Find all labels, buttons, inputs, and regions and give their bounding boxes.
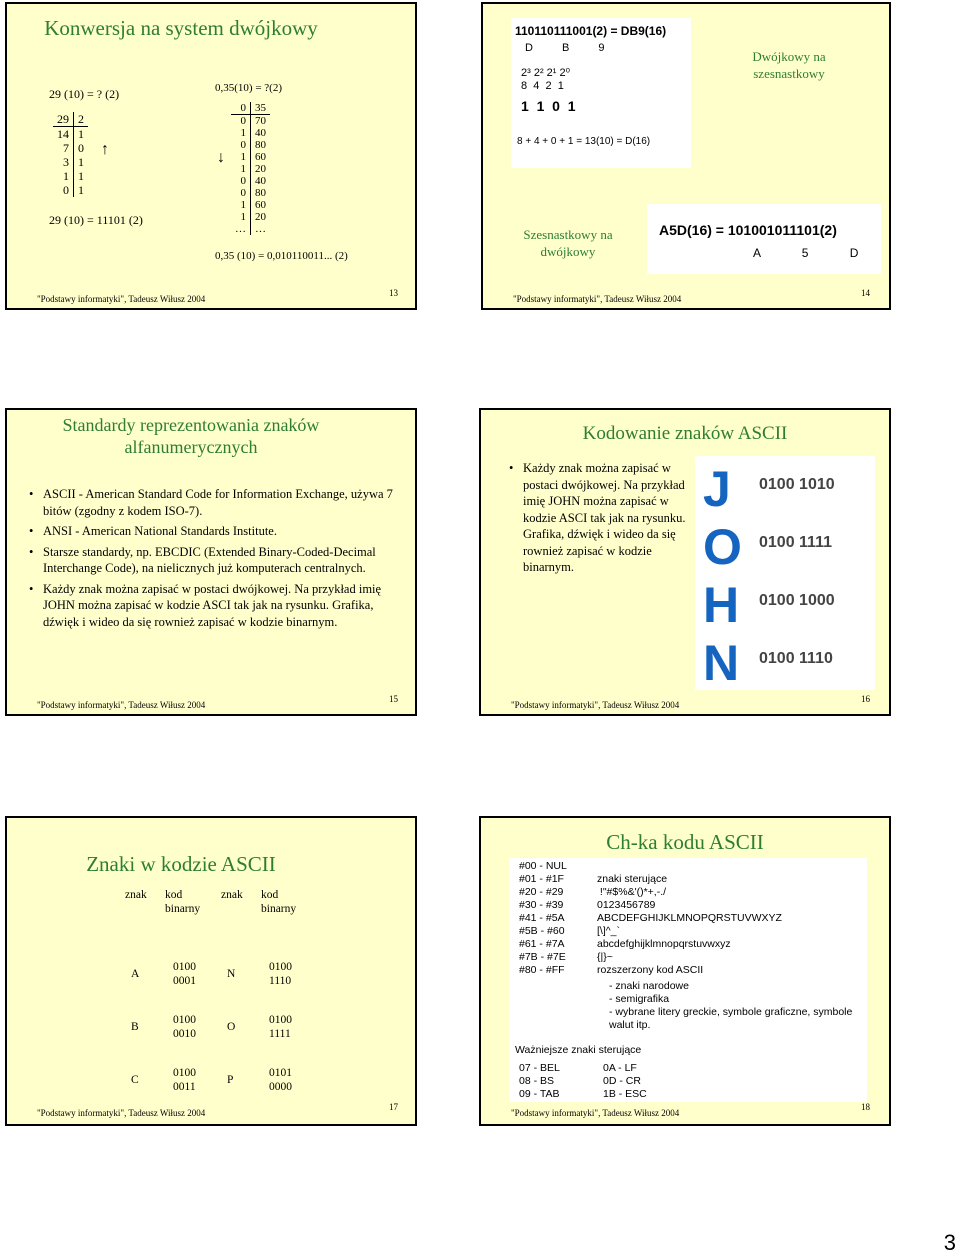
multiplication-row (231, 223, 270, 235)
fraction-part-cell: 80 (255, 139, 266, 151)
bin-hex-groups (525, 42, 605, 54)
quotient-cell: 0 (53, 183, 74, 197)
int-result: 29 (10) = 11101 (2) (49, 213, 143, 227)
john-ascii-image (695, 456, 875, 690)
extended-item: - semigrafika (609, 993, 670, 1005)
slide-title: Konwersja na system dwójkowy (44, 16, 318, 40)
letter-code: 0100 1010 (759, 476, 835, 493)
slide-number: 16 (861, 694, 870, 704)
multiplication-row (231, 151, 270, 163)
column-header: kod binarny (165, 889, 201, 915)
char-cell: O (227, 1021, 236, 1033)
range-desc: !"#$%&'()*+,-./ (597, 886, 667, 898)
letter-glyph: H (703, 577, 740, 633)
fraction-part-cell: 60 (255, 199, 266, 211)
quotient-cell: 1 (53, 169, 74, 183)
hex-digit: A (753, 246, 761, 260)
binary-code-cell: 0100 0001 (173, 961, 196, 987)
range-desc: ABCDEFGHIJKLMNOPQRSTUVWXYZ (597, 912, 782, 924)
frac-result: 0,35 (10) = 0,010110011... (2) (215, 250, 348, 262)
sum-row: 8 + 4 + 0 + 1 = 13(10) = D(16) (517, 136, 651, 147)
control-code: 08 - BS (519, 1075, 555, 1087)
multiplication-row (231, 199, 270, 211)
integer-part-cell: 1 (231, 163, 251, 175)
division-row (53, 155, 88, 169)
range-code: #80 - #FF (519, 964, 565, 976)
remainder-cell: 1 (78, 155, 84, 169)
letter-glyph: N (703, 635, 740, 691)
binary-code-cell: 0101 0000 (269, 1067, 292, 1093)
control-code: 07 - BEL (519, 1062, 560, 1074)
fraction-part-cell: 20 (255, 163, 266, 175)
int-equation: 29 (10) = ? (2) (49, 87, 120, 101)
hex-digit: D (849, 246, 859, 260)
footer: "Podstawy informatyki", Tadeusz Wiłusz 2004 (513, 294, 682, 304)
hex-digit: D (525, 42, 533, 54)
range-code: #7B - #7E (519, 951, 566, 963)
bullet-list (29, 486, 399, 634)
binary-code-cell: 0100 1111 (269, 1014, 292, 1040)
division-row (53, 183, 88, 197)
slide-number: 17 (389, 1102, 398, 1112)
integer-part-cell: 0 (231, 115, 251, 128)
slide-title: Kodowanie znaków ASCII (582, 423, 788, 444)
column-header: znak (221, 889, 243, 901)
quotient-cell: 7 (53, 141, 74, 155)
page-number: 3 (943, 1230, 956, 1255)
hex-digit: B (562, 42, 570, 54)
letter-code: 0100 1110 (759, 650, 833, 667)
integer-part-cell: 0 (231, 139, 251, 151)
slide-number: 14 (861, 288, 870, 298)
hex-digit: 9 (598, 42, 605, 54)
slide-14 (481, 2, 891, 310)
bullet-item: • ANSI - American National Standards Institute. (29, 523, 399, 540)
footer: "Podstawy informatyki", Tadeusz Wiłusz 2004 (37, 294, 206, 304)
integer-part-cell: 1 (231, 211, 251, 223)
multiplication-row (231, 211, 270, 223)
multiplication-row (231, 139, 270, 151)
fraction-part-cell: … (255, 223, 266, 235)
letter-glyph: J (703, 461, 731, 517)
hex-to-bin-image (647, 204, 881, 274)
footer: "Podstawy informatyki", Tadeusz Wiłusz 2004 (37, 1108, 206, 1118)
slide-number: 15 (389, 694, 398, 704)
division-row (53, 141, 88, 155)
frac-equation: 0,35(10) = ?(2) (215, 82, 282, 94)
integer-part-cell: 0 (231, 102, 251, 115)
control-code: 1B - ESC (603, 1088, 647, 1100)
remainder-cell: 1 (78, 183, 84, 197)
multiplication-row (231, 127, 270, 139)
control-code: 0D - CR (603, 1075, 641, 1087)
ascii-characteristics-image (509, 858, 867, 1102)
column-header: kod binarny (261, 889, 297, 915)
column-header: znak (125, 889, 147, 901)
quotient-cell: 29 (53, 112, 74, 127)
powers-row: 2³ 2² 2¹ 2⁰ (521, 67, 571, 79)
bin-hex-equation: 110110111001(2) = DB9(16) (515, 24, 667, 38)
integer-part-cell: … (231, 223, 251, 235)
division-row (53, 169, 88, 183)
multiplication-row (231, 115, 270, 128)
fraction-part-cell: 35 (251, 102, 271, 115)
slide-number: 13 (389, 288, 398, 298)
quotient-cell: 3 (53, 155, 74, 169)
label-hex-to-bin: Szesnastkowy na dwójkowy (523, 227, 613, 259)
slide-17 (5, 816, 417, 1126)
range-code: #30 - #39 (519, 899, 564, 911)
important-controls-title: Ważniejsze znaki sterujące (515, 1044, 642, 1056)
slide-15 (5, 408, 417, 716)
fraction-part-cell: 70 (255, 115, 266, 127)
slide-13 (5, 2, 417, 310)
bin-to-hex-image (511, 18, 691, 168)
slide-title: Ch-ka kodu ASCII (606, 830, 764, 854)
bullet-item: • Każdy znak można zapisać w postaci dwójkowej. Na przykład imię JOHN można zapisać w kodzie ASCI tak jak na rysunku. Grafika, dźwięk i wideo da się rownież zapisać w kodzie binarnym. (29, 581, 399, 631)
multiplication-row (231, 102, 270, 115)
binary-code-cell: 0100 1110 (269, 961, 292, 987)
range-code: #61 - #7A (519, 938, 565, 950)
hex-bin-groups (753, 246, 858, 260)
range-code: #41 - #5A (519, 912, 565, 924)
footer: "Podstawy informatyki", Tadeusz Wiłusz 2004 (511, 700, 680, 710)
remainder-cell: 1 (78, 127, 84, 141)
range-desc: rozszerzony kod ASCII (597, 964, 704, 976)
fraction-part-cell: 80 (255, 187, 266, 199)
binary-code-cell: 0100 0011 (173, 1067, 196, 1093)
footer: "Podstawy informatyki", Tadeusz Wiłusz 2004 (511, 1108, 680, 1118)
bullet-item: • ASCII - American Standard Code for Information Exchange, używa 7 bitów (zgodny z kodem ISO-7). (29, 486, 399, 519)
division-row (53, 112, 88, 127)
range-desc: 0123456789 (597, 899, 656, 911)
fraction-part-cell: 40 (255, 127, 266, 139)
extended-item: - znaki narodowe (609, 980, 689, 992)
multiplication-row (231, 163, 270, 175)
remainder-cell: 2 (74, 112, 89, 127)
bullet-item: • Każdy znak można zapisać w postaci dwójkowej. Na przykład imię JOHN można zapisać w kodzie ASCI tak jak na rysunku. Grafika, dźwięk i wideo da się rownież zapisać w kodzie binarnym. (509, 460, 689, 576)
slide-18 (479, 816, 891, 1126)
slide-16 (479, 408, 891, 716)
label-bin-to-hex: Dwójkowy na szesnastkowy (752, 49, 826, 81)
letter-code: 0100 1111 (759, 534, 832, 551)
hex-bin-equation: A5D(16) = 101001011101(2) (659, 222, 837, 238)
range-desc: [\]^_` (597, 925, 621, 937)
slide-number: 18 (861, 1102, 870, 1112)
integer-part-cell: 0 (231, 187, 251, 199)
range-desc: {|}~ (597, 951, 613, 963)
integer-part-cell: 1 (231, 127, 251, 139)
int-division-table (53, 112, 88, 197)
bits-row: 1 1 0 1 (521, 98, 576, 114)
char-cell: N (227, 968, 236, 980)
char-cell: B (131, 1021, 139, 1033)
letter-glyph: O (703, 519, 742, 575)
down-arrow: ↓ (217, 149, 225, 166)
char-cell: P (227, 1074, 234, 1086)
slide-title: Standardy reprezentowania znaków alfanumerycznych (62, 415, 320, 457)
letter-code: 0100 1000 (759, 592, 835, 609)
multiplication-row (231, 175, 270, 187)
quotient-cell: 14 (53, 127, 74, 142)
fraction-part-cell: 60 (255, 151, 266, 163)
extended-item: - wybrane litery greckie, symbole graficzne, symbole walut itp. (609, 1006, 853, 1031)
weights-row: 8 4 2 1 (521, 80, 564, 92)
integer-part-cell: 0 (231, 175, 251, 187)
hex-digit: 5 (801, 246, 809, 260)
range-code: #00 - NUL (519, 860, 567, 872)
bullet-list (509, 460, 689, 580)
footer: "Podstawy informatyki", Tadeusz Wiłusz 2004 (37, 700, 206, 710)
range-desc: abcdefghijklmnopqrstuvwxyz (597, 938, 731, 950)
integer-part-cell: 1 (231, 199, 251, 211)
multiplication-row (231, 187, 270, 199)
frac-multiplication-table (231, 102, 270, 235)
control-code: 0A - LF (603, 1062, 637, 1074)
range-code: #5B - #60 (519, 925, 565, 937)
char-cell: C (131, 1074, 139, 1086)
range-code: #20 - #29 (519, 886, 564, 898)
bullet-item: • Starsze standardy, np. EBCDIC (Extended Binary-Coded-Decimal Interchange Code), na nielicznych już komputerach centralnych. (29, 544, 399, 577)
integer-part-cell: 1 (231, 151, 251, 163)
division-row (53, 127, 88, 142)
char-cell: A (131, 968, 140, 980)
remainder-cell: 1 (78, 169, 84, 183)
range-code: #01 - #1F (519, 873, 564, 885)
fraction-part-cell: 20 (255, 211, 266, 223)
remainder-cell: 0 (78, 141, 84, 155)
range-desc: znaki sterujące (597, 873, 668, 885)
up-arrow: ↑ (101, 141, 109, 158)
binary-code-cell: 0100 0010 (173, 1014, 196, 1040)
fraction-part-cell: 40 (255, 175, 266, 187)
slide-title: Znaki w kodzie ASCII (86, 852, 276, 876)
control-code: 09 - TAB (519, 1088, 560, 1100)
